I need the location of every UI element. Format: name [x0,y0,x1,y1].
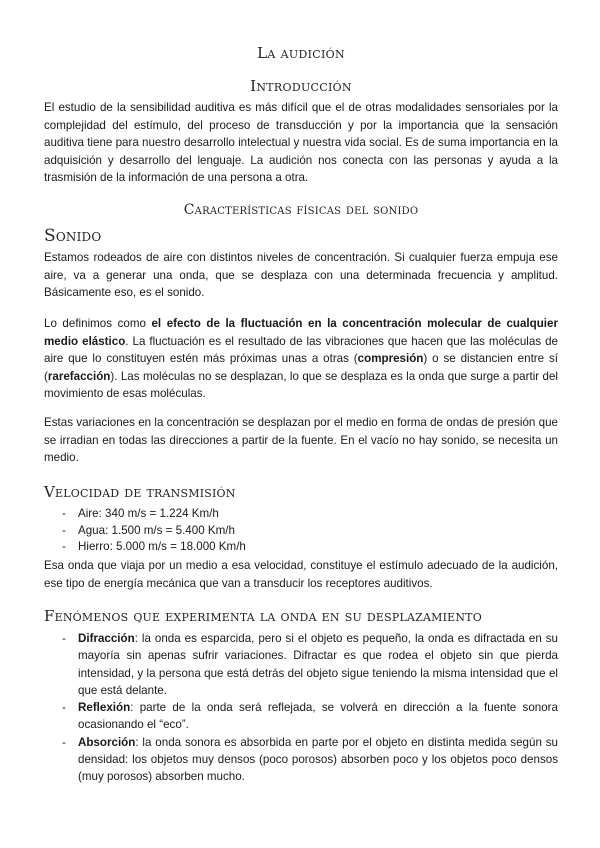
velocity-item-iron: Hierro: 5.000 m/s = 18.000 Km/h [78,540,246,553]
phenomenon-text-reflection: : parte de la onda será reflejada, se volverá en dirección a la fuente sonora ocasionando el “eco”. [78,701,558,732]
dash-bullet: - [62,507,66,520]
dash-bullet: - [62,540,66,553]
document-title: La audición [257,44,345,62]
phenomenon-term-absorption: Absorción [78,735,136,749]
sound-p2-text-a: Lo definimos como [44,317,152,330]
phenomenon-text-diffraction: : la onda es esparcida, pero si el objeto es pequeño, la onda es difractada en su mayoría sin apenas sufrir variaciones. Difractar es que rodea el objeto sin que pierda intensidad, y la persona que está detrás del objeto sigue teniendo la misma intensidad que el que está delante. [78,632,558,697]
list-item [44,699,558,734]
sound-p2-text-c: . La fluctuación es el resultado de las vibraciones que hacen que las moléculas de aire que lo constituyen estén más próximas unas a otras ( [44,334,558,365]
physical-characteristics-heading: Características físicas del sonido [183,202,419,218]
velocity-paragraph: Esa onda que viaja por un medio a esa velocidad, constituye el estímulo adecuado de la audición, ese tipo de energía mecánica que van a transducir los receptores auditivos. [44,559,558,590]
sound-paragraph-2 [44,315,558,403]
list-item [44,734,558,786]
velocity-item-water: Agua: 1.500 m/s = 5.400 Km/h [78,523,235,537]
phenomena-list [44,630,558,786]
list-item [44,523,558,540]
dash-bullet: - [62,701,66,715]
sound-paragraph-3: Estas variaciones en la concentración se desplazan por el medio en forma de ondas de presión que se irradian en todas las direcciones a partir de la fuente. En el vacío no hay sonido, se necesita un medio. [44,416,558,464]
phenomenon-term-diffraction: Difracción [78,632,135,645]
sound-p2-text-e: ) o se distancien entre sí ( [44,352,558,383]
sound-heading: Sonido [44,226,102,246]
dash-bullet: - [62,735,66,749]
phenomenon-term-reflection: Reflexión [78,701,131,715]
list-item [44,506,558,523]
intro-paragraph: El estudio de la sensibilidad auditiva es más difícil que el de otras modalidades sensoriales por la complejidad del estímulo, del proceso de transducción y por la importancia que la sensación auditiva tiene para nuestro desarrollo intelectual y nuestra vida social. Es de suma importancia en la adquisición y desarrollo del lenguaje. La audición nos conecta con las personas y ayuda a la trasmisión de la información de una persona a otra. [44,101,558,184]
sound-paragraph-1: Estamos rodeados de aire con distintos niveles de concentración. Si cualquier fuerza empuja ese aire, va a generar una onda, que se desplaza con una determinada frecuencia y amplitud. Básicamente eso, es el sonido. [44,251,558,299]
list-item [44,539,558,556]
velocity-item-air: Aire: 340 m/s = 1.224 Km/h [78,507,219,520]
phenomenon-text-absorption: : la onda sonora es absorbida en parte por el objeto en distinta medida según su densidad: los objetos muy densos (poco porosos) absorben poco y los objetos poco densos (muy porosos) absorben mucho. [78,735,558,784]
dash-bullet: - [62,632,66,645]
intro-heading: Introducción [250,77,352,95]
phenomena-heading: Fenómenos que experimenta la onda en su desplazamiento [44,607,482,625]
dash-bullet: - [62,523,66,537]
velocity-heading: Velocidad de transmisión [44,483,236,501]
list-item [44,630,558,699]
velocity-list [44,506,558,556]
sound-p2-rarefaction: rarefacción [47,369,111,383]
sound-p2-compression: compresión [357,352,424,365]
sound-p2-definition: el efecto de la fluctuación en la concentración molecular de cualquier medio elástico [44,317,558,348]
sound-p2-text-g: ). Las moléculas no se desplazan, lo que se desplaza es la onda que surge a partir del movimiento de esas moléculas. [44,369,558,400]
